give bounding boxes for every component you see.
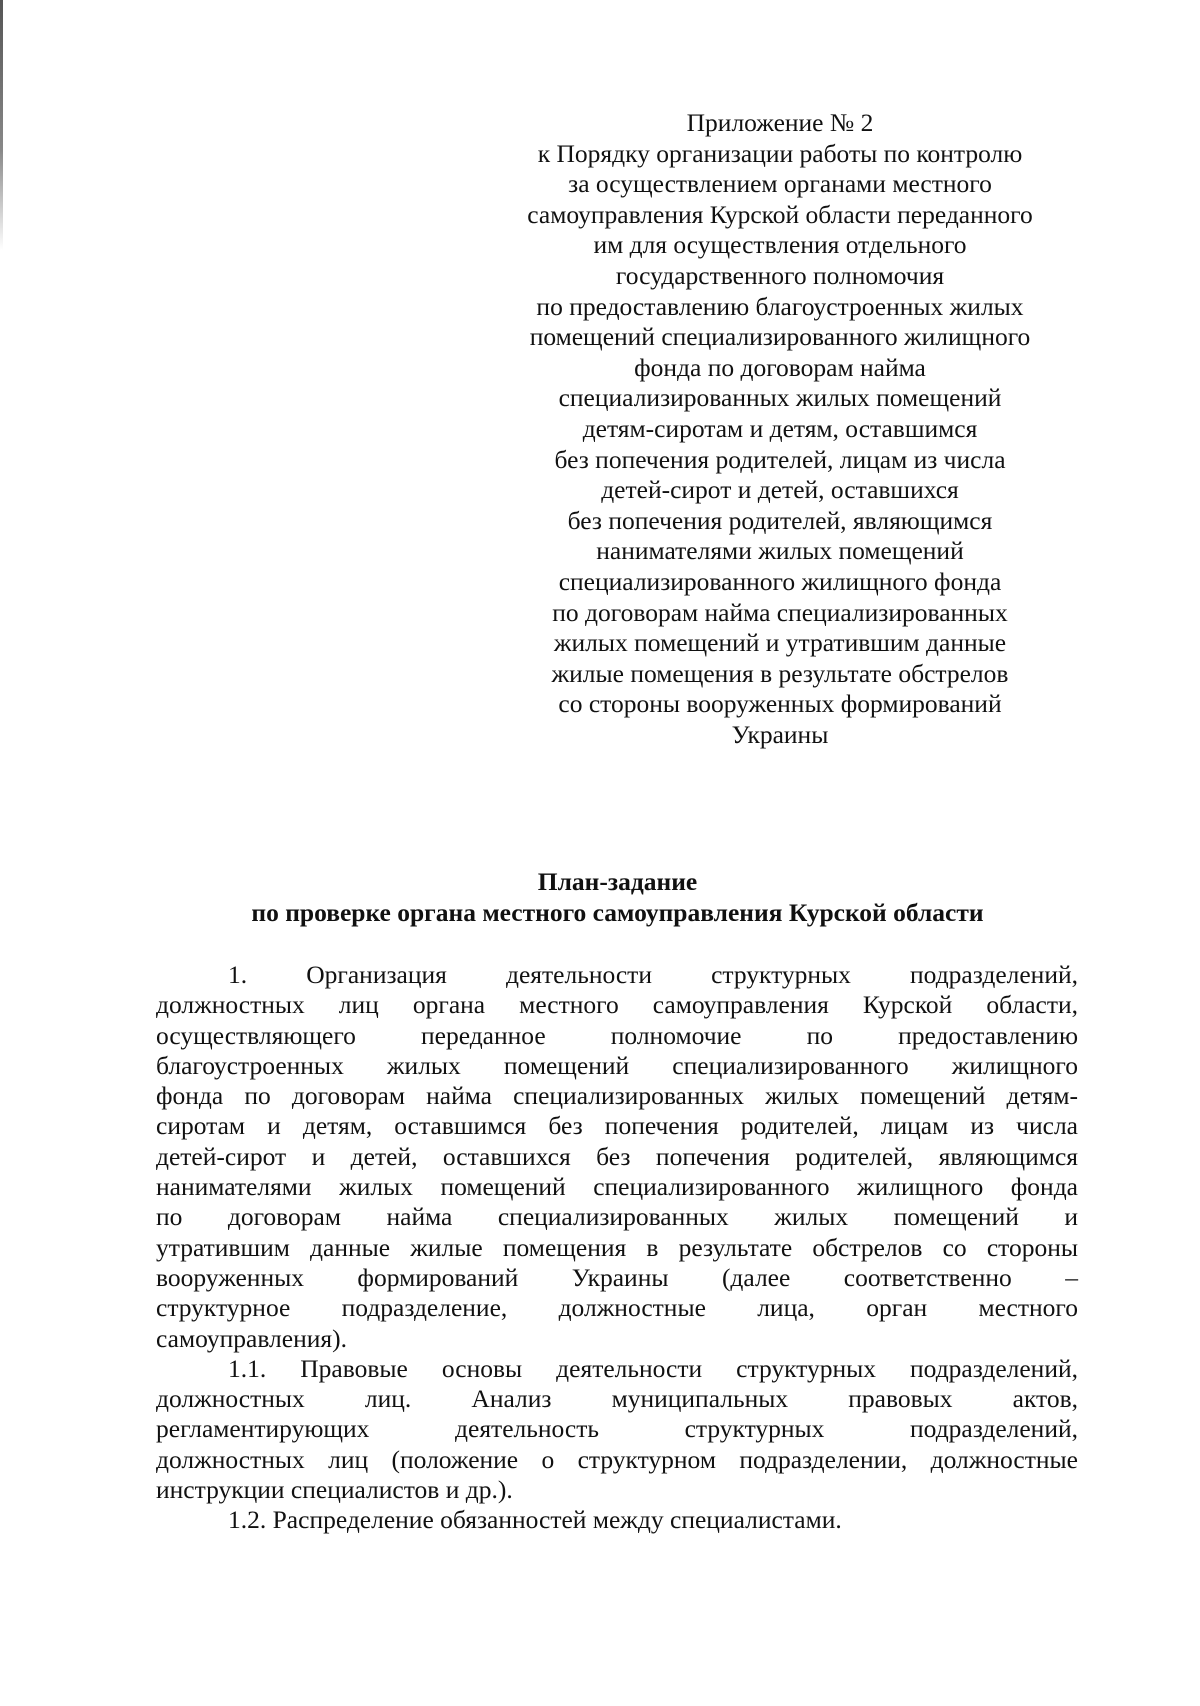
appendix-line: по договорам найма специализированных [552,597,1008,627]
paragraph-line: самоуправления). [156,1323,347,1353]
appendix-header [480,108,1080,750]
paragraph-line: инструкции специалистов и др.). [156,1475,513,1505]
appendix-line: жилые помещения в результате обстрелов [551,658,1009,688]
appendix-line: Украины [731,719,829,749]
appendix-line: самоуправления Курской области переданного [527,199,1033,229]
paragraph-line: 1.1. Правовые основы деятельности структурных подразделений, [228,1353,1078,1383]
appendix-line: специализированных жилых помещений [558,383,1002,413]
paragraph-line: должностных лиц (положение о структурном подразделении, должностные [156,1444,1078,1474]
appendix-line: по предоставлению благоустроенных жилых [536,291,1024,321]
paragraph-line: сиротам и детям, оставшимся без попечения родителей, лицам из числа [156,1111,1078,1141]
paragraph-line: по договорам найма специализированных жилых помещений и [156,1202,1078,1232]
paragraph-line: утратившим данные жилые помещения в результате обстрелов со стороны [156,1232,1078,1262]
appendix-line: Приложение № 2 [686,108,874,137]
paragraph-1-1 [156,1354,1078,1505]
appendix-line: нанимателями жилых помещений [596,536,964,566]
appendix-line: специализированного жилищного фонда [558,566,1002,596]
paragraph-line: благоустроенных жилых помещений специализированного жилищного [156,1050,1078,1080]
paragraph-1 [156,960,1078,1354]
paragraph-line: структурное подразделение, должностные лица, орган местного [156,1293,1078,1323]
paragraph-line: 1.2. Распределение обязанностей между специалистами. [228,1505,842,1535]
paragraph-line: должностных лиц. Анализ муниципальных правовых актов, [156,1384,1078,1414]
appendix-line: к Порядку организации работы по контролю [537,138,1023,168]
appendix-line: им для осуществления отдельного [593,230,967,260]
paragraph-line: нанимателями жилых помещений специализированного жилищного фонда [156,1172,1078,1202]
paragraph-line: вооруженных формирований Украины (далее соответственно – [156,1262,1078,1292]
title-line-2: по проверке органа местного самоуправления Курской области [251,898,984,927]
paragraph-line: 1. Организация деятельности структурных подразделений, [228,960,1078,989]
paragraph-line: детей-сирот и детей, оставшихся без попечения родителей, являющимся [156,1141,1078,1171]
paragraph-line: осуществляющего переданное полномочие по предоставлению [156,1020,1078,1050]
paragraph-1-2 [156,1505,1078,1535]
appendix-line: помещений специализированного жилищного [529,322,1031,352]
title-line-1: План-задание [537,867,698,896]
document-title [140,866,1095,928]
appendix-line: за осуществлением органами местного [568,169,992,199]
paragraph-line: регламентирующих деятельность структурных подразделений, [156,1414,1078,1444]
appendix-line: фонда по договорам найма [634,352,926,382]
paragraph-line: фонда по договорам найма специализированных жилых помещений детям- [156,1081,1078,1111]
appendix-line: без попечения родителей, лицам из числа [554,444,1006,474]
appendix-line: государственного полномочия [615,260,945,290]
appendix-line: жилых помещений и утратившим данные [553,628,1007,658]
appendix-line: со стороны вооруженных формирований [558,689,1002,719]
document-body [156,960,1078,1536]
appendix-line: без попечения родителей, являющимся [567,505,993,535]
scan-edge-mark [0,0,3,250]
appendix-line: детей-сирот и детей, оставшихся [601,475,959,505]
paragraph-line: должностных лиц органа местного самоуправления Курской области, [156,990,1078,1020]
appendix-line: детям-сиротам и детям, оставшимся [582,413,978,443]
